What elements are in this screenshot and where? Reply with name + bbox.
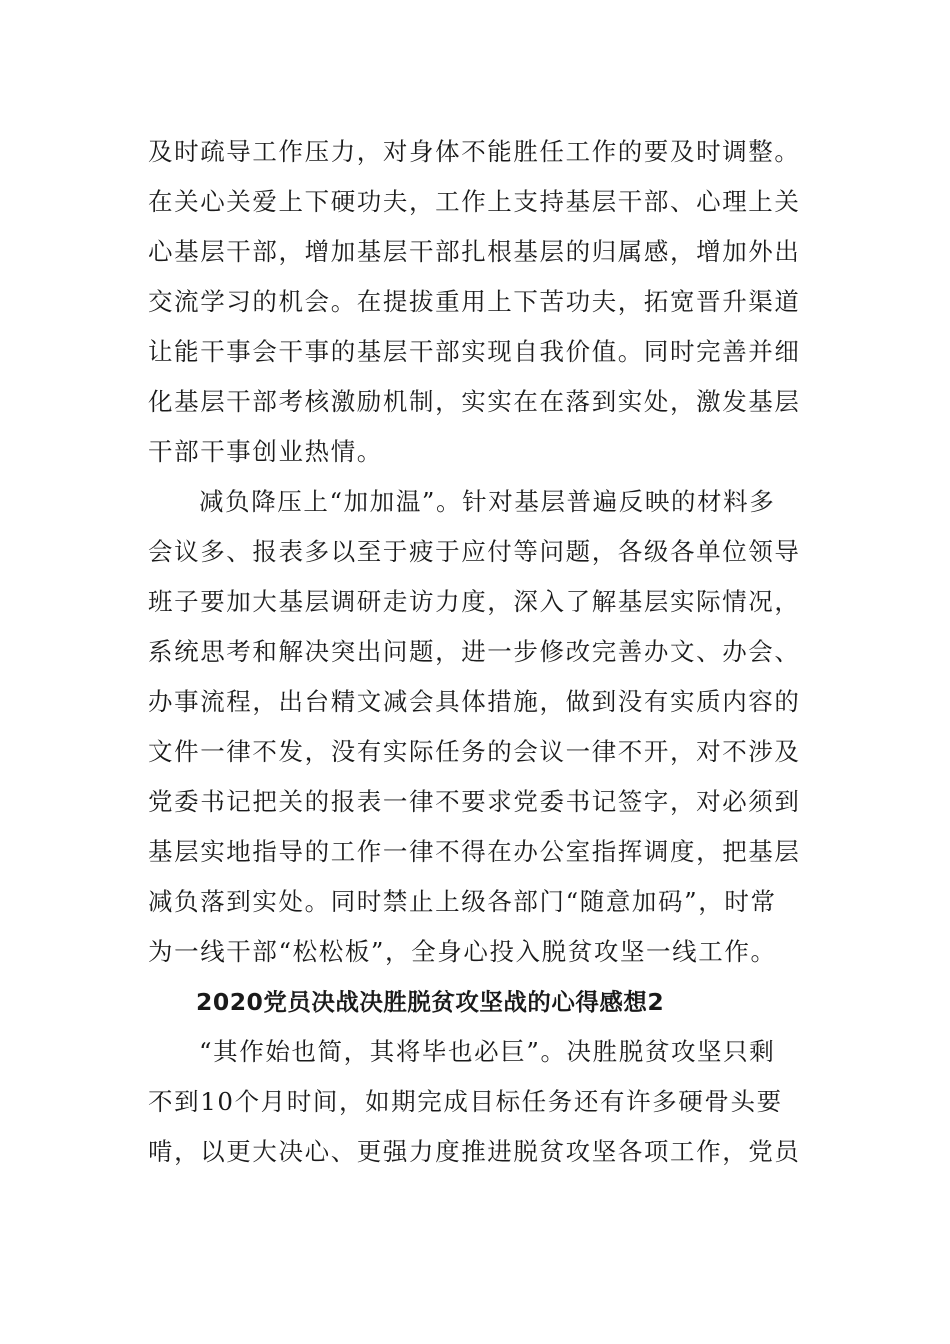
text-line: 班子要加大基层调研走访力度，深入了解基层实际情况， [148, 587, 801, 616]
text-line: “其作始也简，其将毕也必巨”。决胜脱贫攻坚只剩 [199, 1037, 776, 1066]
text-line: 减负落到实处。同时禁止上级各部门“随意加码”，时常 [148, 887, 777, 916]
section-heading: 2020党员决战决胜脱贫攻坚战的心得感想2 [196, 988, 665, 1016]
text-line: 系统思考和解决突出问题，进一步修改完善办文、办会、 [148, 637, 801, 666]
text-line: 不到10个月时间，如期完成目标任务还有许多硬骨头要 [148, 1087, 783, 1116]
text-line: 在关心关爱上下硬功夫，工作上支持基层干部、心理上关 [148, 187, 801, 216]
text-line: 及时疏导工作压力，对身体不能胜任工作的要及时调整。 [148, 137, 801, 166]
paragraph-burden-reduction [148, 477, 801, 977]
text-line: 会议多、报表多以至于疲于应付等问题，各级各单位领导 [148, 537, 801, 566]
text-line: 减负降压上“加加温”。针对基层普遍反映的材料多 [199, 487, 776, 516]
text-line: 干部干事创业热情。 [148, 437, 383, 466]
text-line: 文件一律不发，没有实际任务的会议一律不开，对不涉及 [148, 737, 801, 766]
text-line: 为一线干部“松松板”，全身心投入脱贫攻坚一线工作。 [148, 937, 777, 966]
paragraph-work-pressure [148, 127, 801, 477]
text-line: 让能干事会干事的基层干部实现自我价值。同时完善并细 [148, 337, 801, 366]
text-line: 啃，以更大决心、更强力度推进脱贫攻坚各项工作，党员 [148, 1137, 801, 1166]
text-line: 办事流程，出台精文减会具体措施，做到没有实质内容的 [148, 687, 801, 716]
text-line: 党委书记把关的报表一律不要求党委书记签字，对必须到 [148, 787, 801, 816]
text-line: 基层实地指导的工作一律不得在办公室指挥调度，把基层 [148, 837, 801, 866]
text-line: 化基层干部考核激励机制，实实在在落到实处，激发基层 [148, 387, 801, 416]
document-body [148, 127, 801, 1177]
text-line: 心基层干部，增加基层干部扎根基层的归属感，增加外出 [148, 237, 801, 266]
paragraph-opening [148, 1027, 801, 1177]
text-line: 交流学习的机会。在提拔重用上下苦功夫，拓宽晋升渠道 [148, 287, 801, 316]
